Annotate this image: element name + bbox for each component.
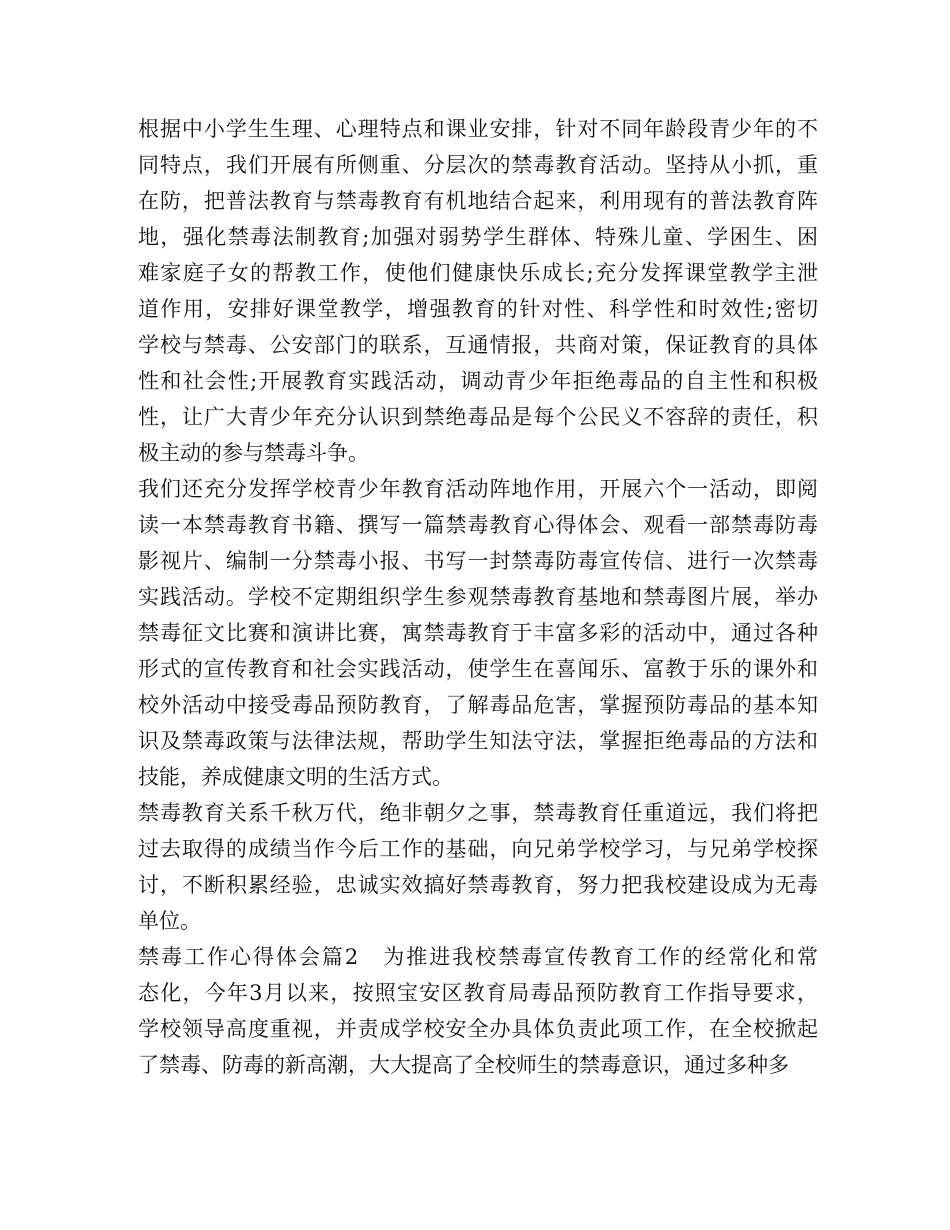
text-line: 学校与禁毒、公安部门的联系，互通情报，共商对策，保证教育的具体: [138, 333, 818, 357]
paragraph-3: [138, 795, 818, 939]
text-line: 性，让广大青少年充分认识到禁绝毒品是每个公民义不容辞的责任，积: [138, 405, 818, 429]
text-line: 极主动的参与禁毒斗争。: [138, 441, 369, 465]
text-line: 影视片、编制一分禁毒小报、书写一封禁毒防毒宣传信、进行一次禁毒: [138, 549, 818, 573]
paragraph-4: [138, 939, 818, 1083]
text-line: 技能，养成健康文明的生活方式。: [138, 765, 453, 789]
text-line: 禁毒工作心得体会篇2 为推进我校禁毒宣传教育工作的经常化和常: [138, 945, 818, 969]
text-line: 我们还充分发挥学校青少年教育活动阵地作用，开展六个一活动，即阅: [138, 477, 818, 501]
text-line: 性和社会性;开展教育实践活动，调动青少年拒绝毒品的自主性和积极: [138, 369, 818, 393]
text-line: 根据中小学生生理、心理特点和课业安排，针对不同年龄段青少年的不: [138, 117, 818, 141]
text-line: 道作用，安排好课堂教学，增强教育的针对性、科学性和时效性;密切: [138, 297, 818, 321]
text-line: 了禁毒、防毒的新高潮，大大提高了全校师生的禁毒意识，通过多种多: [138, 1053, 789, 1077]
text-line: 读一本禁毒教育书籍、撰写一篇禁毒教育心得体会、观看一部禁毒防毒: [138, 513, 818, 537]
text-line: 讨，不断积累经验，忠诚实效搞好禁毒教育，努力把我校建设成为无毒: [138, 873, 818, 897]
text-line: 形式的宣传教育和社会实践活动，使学生在喜闻乐、富教于乐的课外和: [138, 657, 818, 681]
text-line: 在防，把普法教育与禁毒教育有机地结合起来，利用现有的普法教育阵: [138, 189, 818, 213]
text-line: 单位。: [138, 909, 201, 933]
text-line: 态化，今年3月以来，按照宝安区教育局毒品预防教育工作指导要求，: [138, 981, 818, 1005]
text-line: 同特点，我们开展有所侧重、分层次的禁毒教育活动。坚持从小抓，重: [138, 153, 818, 177]
paragraph-1: [138, 111, 818, 471]
text-line: 过去取得的成绩当作今后工作的基础，向兄弟学校学习，与兄弟学校探: [138, 837, 818, 861]
document-body: [138, 111, 818, 1083]
text-line: 校外活动中接受毒品预防教育，了解毒品危害，掌握预防毒品的基本知: [138, 693, 818, 717]
text-line: 识及禁毒政策与法律法规，帮助学生知法守法，掌握拒绝毒品的方法和: [138, 729, 818, 753]
text-line: 难家庭子女的帮教工作，使他们健康快乐成长;充分发挥课堂教学主泄: [138, 261, 818, 285]
text-line: 禁毒征文比赛和演讲比赛，寓禁毒教育于丰富多彩的活动中，通过各种: [138, 621, 818, 645]
paragraph-2: [138, 471, 818, 795]
text-line: 学校领导高度重视，并责成学校安全办具体负责此项工作，在全校掀起: [138, 1017, 818, 1041]
text-line: 实践活动。学校不定期组织学生参观禁毒教育基地和禁毒图片展，举办: [138, 585, 818, 609]
text-line: 地，强化禁毒法制教育;加强对弱势学生群体、特殊儿童、学困生、困: [138, 225, 818, 249]
text-line: 禁毒教育关系千秋万代，绝非朝夕之事，禁毒教育任重道远，我们将把: [138, 801, 818, 825]
